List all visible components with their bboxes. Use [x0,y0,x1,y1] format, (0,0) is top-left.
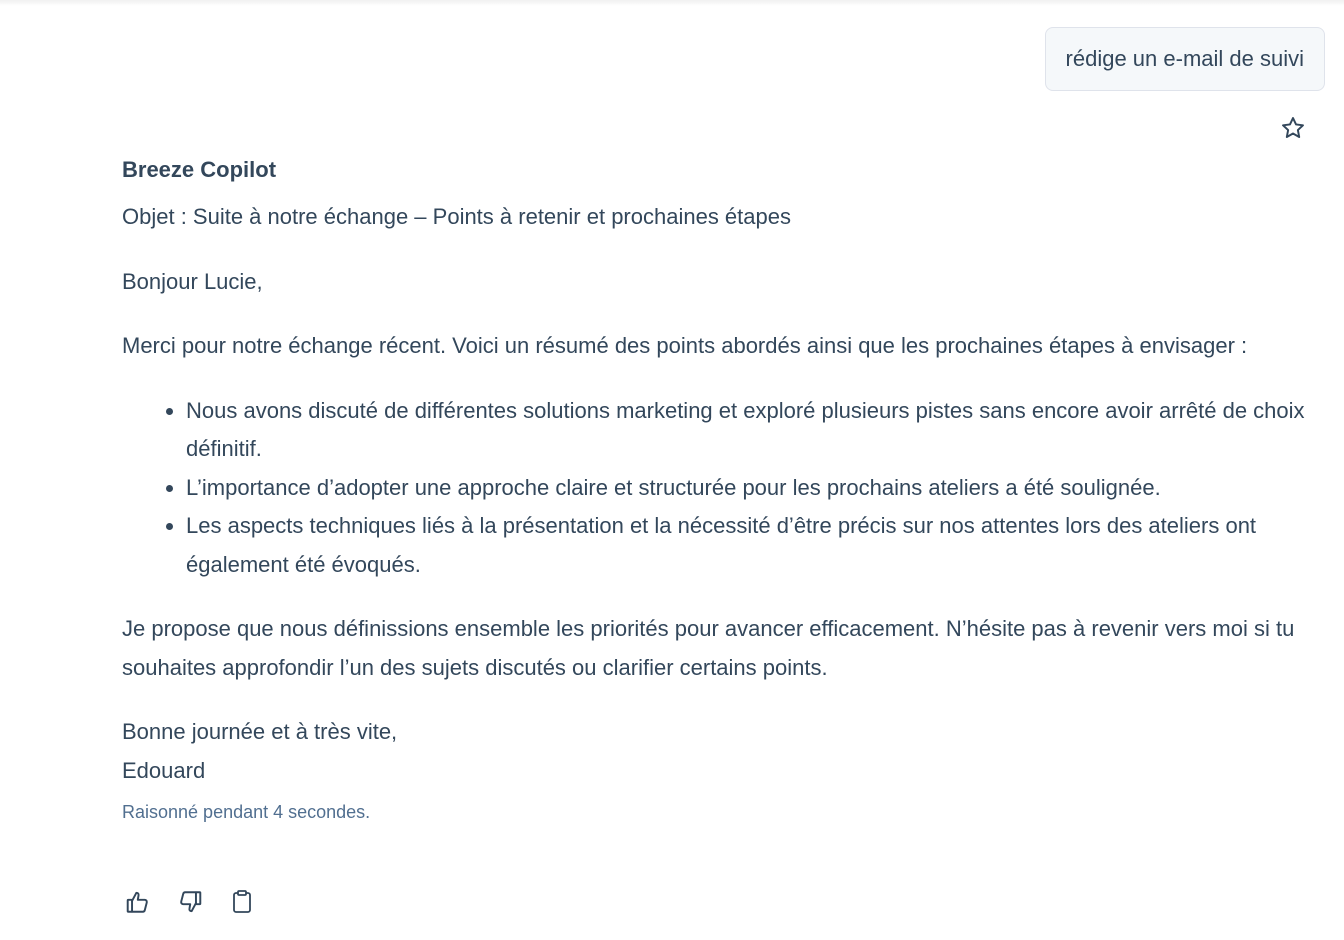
thumbs-down-button[interactable] [174,884,206,920]
thumbs-up-icon [125,889,151,915]
favorite-button[interactable] [1279,114,1307,142]
assistant-name: Breeze Copilot [122,157,277,182]
email-closing-line: Bonne journée et à très vite, [122,719,398,744]
copy-button[interactable] [226,884,258,920]
assistant-message [122,198,1327,790]
header-shadow [0,0,1344,6]
thumbs-down-icon [177,889,203,915]
user-message-text: rédige un e-mail de suivi [1065,46,1304,71]
email-bullet-list [122,392,1327,585]
email-proposal: Je propose que nous définissions ensemble les priorités pour avancer efficacement. N’hésite pas à revenir vers moi si tu souhaites approfondir l’un des sujets discutés ou clarifier certains points. [122,616,1295,680]
list-item: • L’importance d’adopter une approche claire et structurée pour les prochains ateliers a été soulignée. [186,469,1327,508]
list-item: • Les aspects techniques liés à la présentation et la nécessité d’être précis sur nos attentes lors des ateliers ont également été évoqués. [186,507,1327,584]
email-greeting: Bonjour Lucie, [122,268,263,294]
message-actions [122,884,258,920]
star-icon [1280,115,1306,141]
email-subject: Objet : Suite à notre échange – Points à retenir et prochaines étapes [122,204,791,229]
reasoning-note: Raisonné pendant 4 secondes. [122,802,371,822]
user-message-bubble [1045,27,1325,91]
thumbs-up-button[interactable] [122,884,154,920]
clipboard-icon [230,889,254,915]
list-item: • Nous avons discuté de différentes solutions marketing et exploré plusieurs pistes sans encore avoir arrêté de choix définitif. [186,392,1327,469]
assistant-response [122,152,1327,824]
email-closing [122,713,1327,790]
email-intro: Merci pour notre échange récent. Voici un résumé des points abordés ainsi que les prochaines étapes à envisager : [122,333,1248,358]
email-signature: Edouard [122,757,206,783]
